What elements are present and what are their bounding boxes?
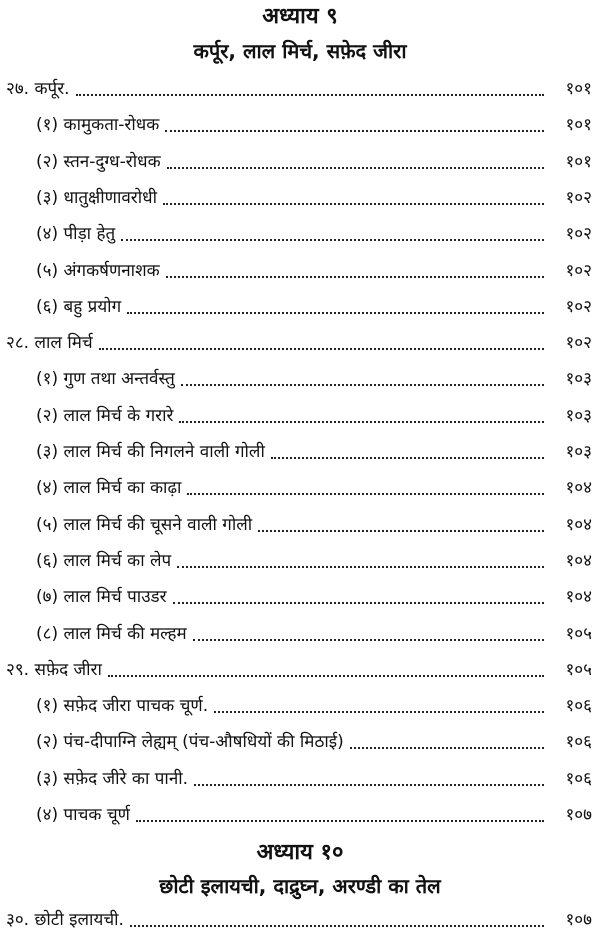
toc-entry-page-number: १०२ [565,187,592,208]
dot-leader [136,820,544,822]
toc-entry [36,764,592,794]
toc-entry-page-number: १०५ [565,659,592,680]
toc-entry-label: (१) गुण तथा अन्तर्वस्तु [36,369,175,390]
toc-entry-label: (६) लाल मिर्च का लेप [36,550,172,571]
toc-entry [36,147,592,177]
toc-entry [36,183,592,213]
toc-entry [36,256,592,286]
toc-entry [6,905,592,935]
dot-leader [121,239,544,241]
toc-entry-label: २८. लाल मिर्च [6,333,93,354]
dot-leader [271,457,544,459]
toc-entry-page-number: १०१ [565,115,592,136]
toc-entry [36,800,592,830]
toc-entry-page-number: १०१ [565,151,592,172]
toc-entry-label: (१) कामुकता-रोधक [36,115,160,136]
dot-leader [179,421,544,423]
toc-entry [36,619,592,649]
toc-entry [36,437,592,467]
toc-entry-page-number: १०२ [565,224,592,245]
chapter-9-subtitle: कर्पूर, लाल मिर्च, सफ़ेद जीरा [193,39,407,63]
toc-entry-label: (३) सफ़ेद जीरे का पानी. [36,768,189,789]
dot-leader [214,711,544,713]
toc-entry-label: (२) स्तन-दुग्ध-रोधक [36,151,161,172]
dot-leader [187,493,544,495]
dot-leader [173,602,544,604]
toc-entry-page-number: १०६ [565,768,592,789]
toc-entry-label: (६) बहु प्रयोग [36,296,122,317]
toc-entry [36,546,592,576]
toc-entry [36,582,592,612]
toc-entry [6,328,592,358]
toc-entry-label: (४) पीड़ा हेतु [36,224,116,245]
toc-entry-label: (७) लाल मिर्च पाउडर [36,587,167,608]
dot-leader [130,925,544,927]
toc-entry [36,219,592,249]
toc-entry-page-number: १०६ [565,732,592,753]
toc-entry [36,727,592,757]
dot-leader [127,312,544,314]
dot-leader [163,203,544,205]
toc-entry-label: (८) लाल मिर्च की मल्हम [36,623,187,644]
toc-entry-label: २७. कर्पूर. [6,79,70,99]
toc-entry-label: (२) पंच-दीपाग्नि लेह्यम् (पंच-औषधियों की मिठाई) [36,732,344,753]
toc-entry-page-number: १०२ [565,260,592,281]
dot-leader [76,94,544,96]
toc-entry-label: (४) लाल मिर्च का काढ़ा [36,478,182,499]
toc-entry [36,691,592,721]
dot-leader [99,348,544,350]
dot-leader [258,530,544,532]
dot-leader [194,784,544,786]
toc-entry-page-number: १०४ [565,587,592,608]
toc-entry-page-number: १०७ [565,910,592,930]
toc-entry [36,401,592,431]
dot-leader [108,675,544,677]
dot-leader [350,747,544,749]
toc-entry-label: (३) धातुक्षीणावरोधी [36,187,158,208]
toc-entry [36,364,592,394]
toc-entry-label: (५) अंगकर्षणनाशक [36,260,160,281]
toc-entry-label: (२) लाल मिर्च के गरारे [36,405,174,426]
toc-entry-label: (५) लाल मिर्च की चूसने वाली गोली [36,514,253,535]
toc-entry-label: (१) सफ़ेद जीरा पाचक चूर्ण. [36,696,209,717]
chapter-10-subtitle: छोटी इलायची, दाद्रुघ्न, अरण्डी का तेल [159,874,441,898]
toc-entry-page-number: १०३ [565,442,592,462]
chapter-10-heading: अध्याय १० [256,840,344,865]
toc-entry-page-number: १०१ [565,79,592,99]
toc-entry-page-number: १०४ [565,550,592,571]
toc-entry-page-number: १०२ [565,296,592,317]
toc-entry-page-number: १०३ [565,405,592,426]
toc-entry [6,655,592,685]
toc-entry [36,473,592,503]
toc-entry-label: (४) पाचक चूर्ण [36,805,130,825]
toc-entry [36,110,592,140]
toc-entry-page-number: १०४ [565,514,592,535]
dot-leader [193,639,544,641]
toc-entry-page-number: १०३ [565,369,592,390]
toc-entry-page-number: १०५ [565,623,592,644]
dot-leader [181,384,544,386]
toc-entry [6,74,592,104]
toc-entry-page-number: १०४ [565,478,592,499]
toc-entry [36,292,592,322]
toc-entry-page-number: १०२ [565,333,592,354]
toc-entry-page-number: १०७ [565,805,592,825]
toc-entry-label: २९. सफ़ेद जीरा [6,659,102,680]
toc-entry [36,510,592,540]
dot-leader [166,276,544,278]
toc-entry-label: (३) लाल मिर्च की निगलने वाली गोली [36,442,265,462]
toc-entry-page-number: १०६ [565,696,592,717]
dot-leader [165,130,544,132]
dot-leader [177,566,544,568]
dot-leader [167,167,544,169]
toc-entry-label: ३०. छोटी इलायची. [6,910,124,930]
chapter-9-heading: अध्याय ९ [262,4,338,29]
